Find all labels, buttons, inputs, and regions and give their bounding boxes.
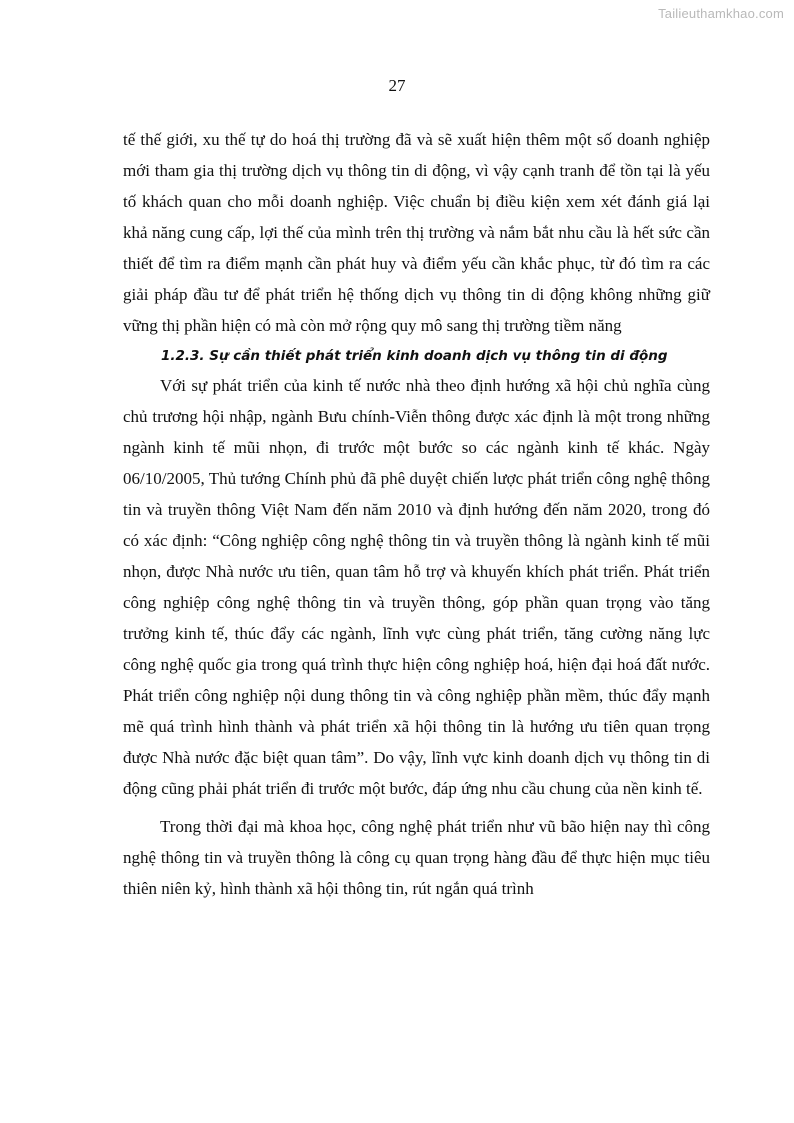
paragraph-development-necessity: Với sự phát triển của kinh tế nước nhà theo định hướng xã hội chủ nghĩa cùng chủ trương hội nhập, ngành Bưu chính-Viễn thông được xác định là một trong những ngành kinh tế mũi nhọn, đi trước một bước so các ngành kinh tế khác. Ngày 06/10/2005, Thủ tướng Chính phủ đã phê duyệt chiến lược phát triển công nghệ thông tin và truyền thông Việt Nam đến năm 2010 và định hướng đến năm 2020, trong đó có xác định: “Công nghiệp công nghệ thông tin và truyền thông là ngành kinh tế mũi nhọn, được Nhà nước ưu tiên, quan tâm hỗ trợ và khuyến khích phát triển. Phát triển công nghiệp công nghệ thông tin và truyền thông, góp phần quan trọng vào tăng trưởng kinh tế, thúc đẩy các ngành, lĩnh vực cùng phát triển, tăng cường năng lực công nghệ quốc gia trong quá trình thực hiện công nghiệp hoá, hiện đại hoá đất nước. Phát triển công nghiệp nội dung thông tin và công nghiệp phần mềm, thúc đẩy mạnh mẽ quá trình hình thành và phát triển xã hội thông tin là hướng ưu tiên quan trọng được Nhà nước đặc biệt quan tâm”. Do vậy, lĩnh vực kinh doanh dịch vụ thông tin di động cũng phải phát triển đi trước một bước, đáp ứng nhu cầu chung của nền kinh tế. xyxy=(123,376,710,798)
paragraph-technology-era: Trong thời đại mà khoa học, công nghệ phát triển như vũ bão hiện nay thì công nghệ thông tin và truyền thông là công cụ quan trọng hàng đầu để thực hiện mục tiêu thiên niên kỷ, hình thành xã hội thông tin, rút ngắn quá trình xyxy=(123,817,710,898)
document-body xyxy=(123,124,710,904)
page-number: 27 xyxy=(388,76,406,95)
section-heading: 1.2.3. Sự cần thiết phát triển kinh doanh dịch vụ thông tin di động xyxy=(161,348,668,364)
paragraph-continuation: tế thế giới, xu thế tự do hoá thị trường đã và sẽ xuất hiện thêm một số doanh nghiệp mới tham gia thị trường dịch vụ thông tin di động, vì vậy cạnh tranh để tồn tại là yếu tố khách quan cho mỗi doanh nghiệp. Việc chuẩn bị điều kiện xem xét đánh giá lại khả năng cung cấp, lợi thế của mình trên thị trường và nắm bắt nhu cầu là hết sức cần thiết để tìm ra điểm mạnh cần phát huy và điểm yếu cần khắc phục, từ đó tìm ra các giải pháp đầu tư để phát triển hệ thống dịch vụ thông tin di động không những giữ vững thị phần hiện có mà còn mở rộng quy mô sang thị trường tiềm năng xyxy=(123,130,710,335)
watermark: Tailieuthamkhao.com xyxy=(658,6,784,21)
